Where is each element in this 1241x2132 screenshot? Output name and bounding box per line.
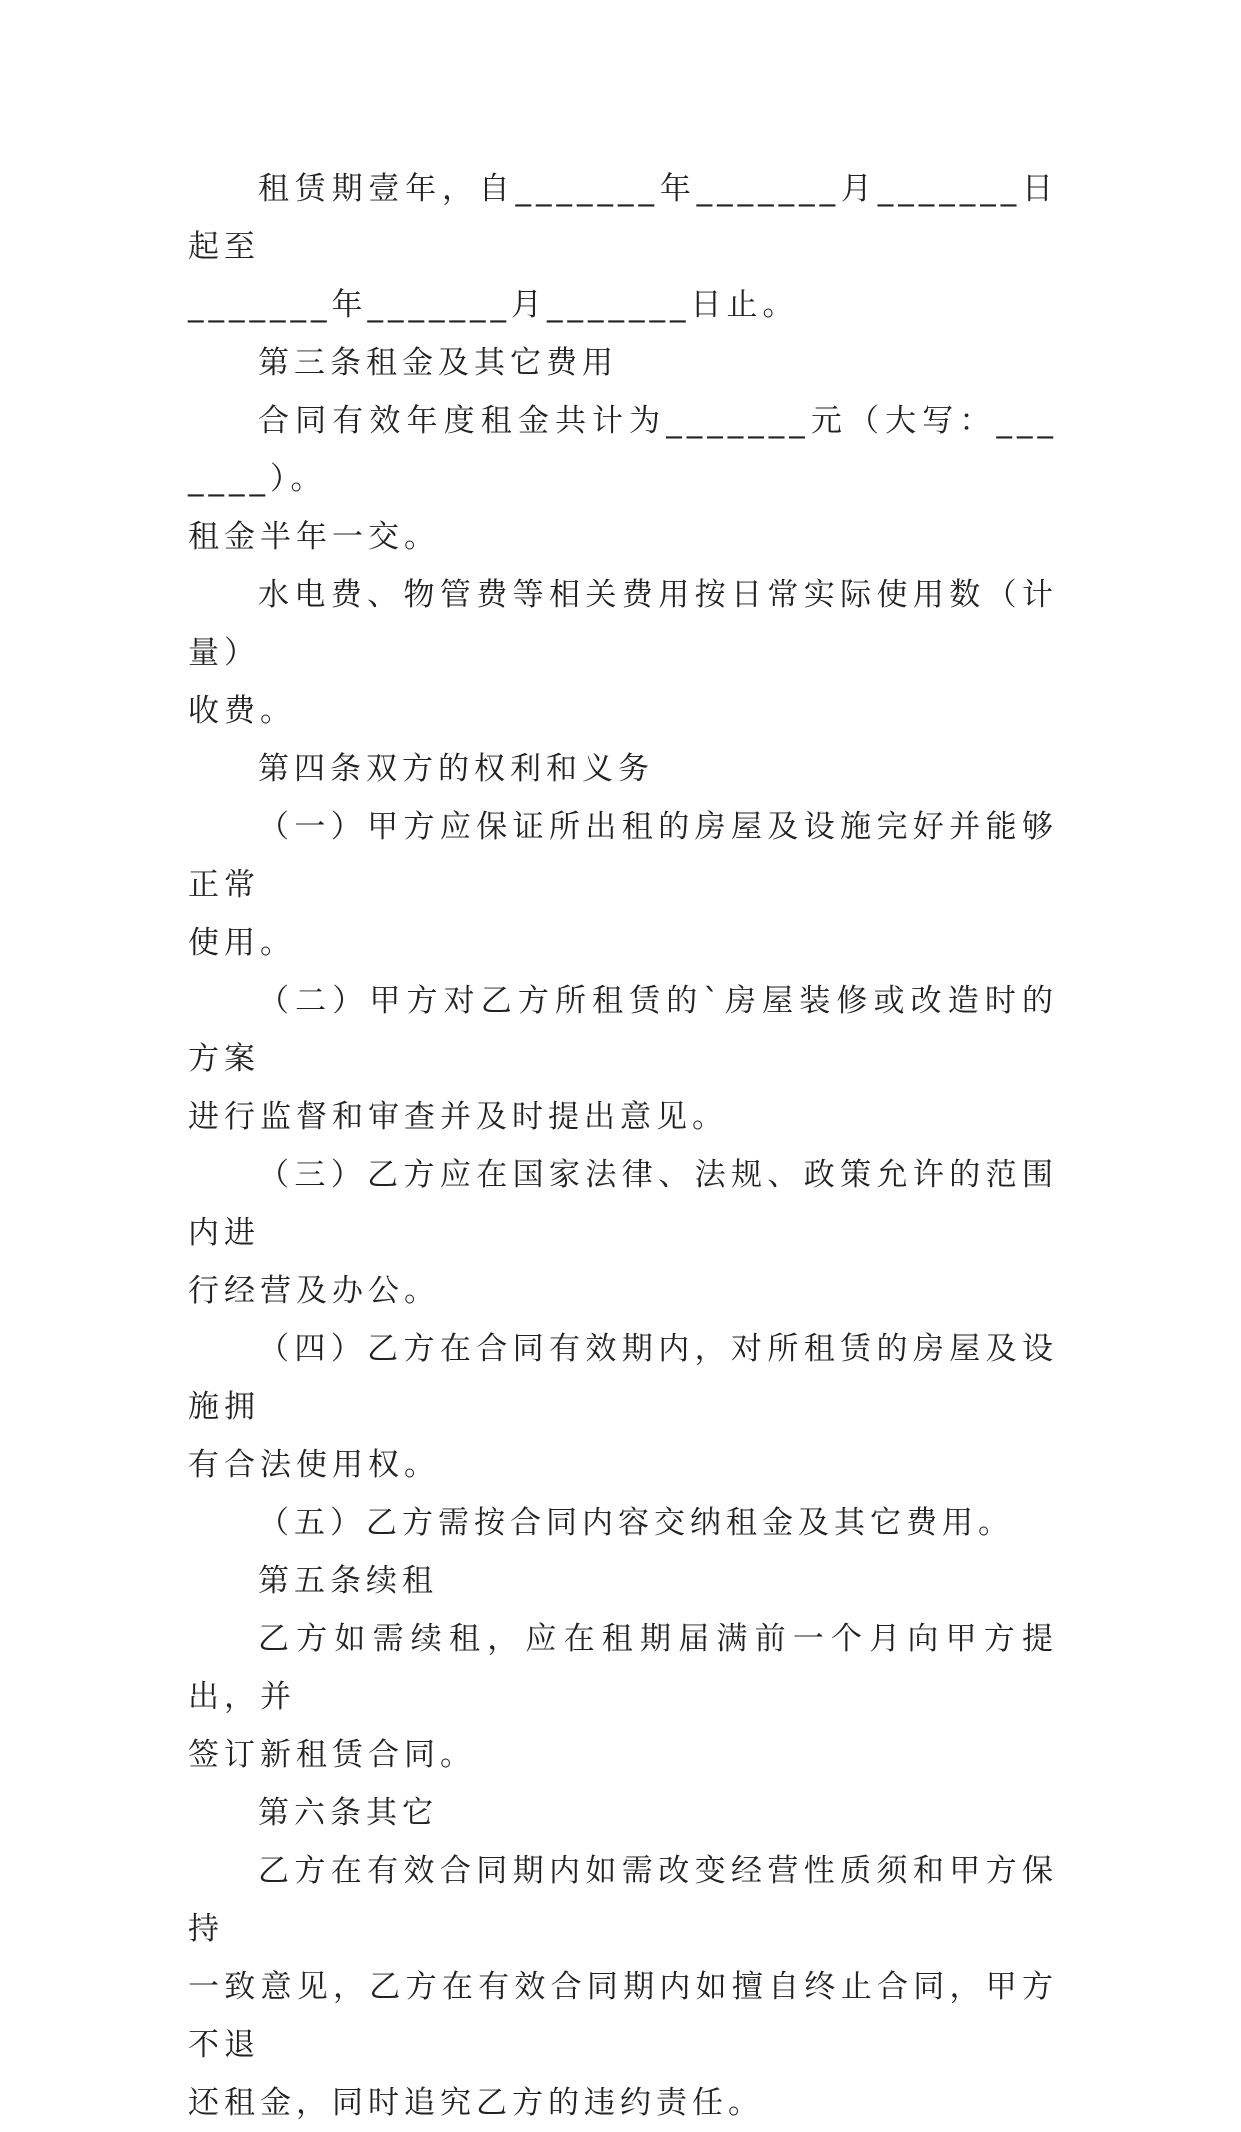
text-line: 水电费、物管费等相关费用按日常实际使用数（计量） bbox=[188, 577, 1058, 671]
article-six-heading bbox=[188, 1784, 1058, 1842]
text-line: 租赁期壹年，自_______年_______月_______日起至 bbox=[188, 171, 1058, 265]
article-four-heading bbox=[188, 740, 1058, 798]
text-line: _______年_______月_______日止。 bbox=[188, 287, 799, 323]
text-line: 合同有效年度租金共计为_______元（大写：_______）。 bbox=[188, 403, 1058, 497]
text-line: 使用。 bbox=[188, 925, 296, 961]
text-line: 收费。 bbox=[188, 693, 296, 729]
article-five-heading bbox=[188, 1552, 1058, 1610]
duty-three-paragraph bbox=[188, 1146, 1058, 1320]
text-line: 乙方如需续租，应在租期届满前一个月向甲方提出，并 bbox=[188, 1621, 1058, 1715]
text-line: 签订新租赁合同。 bbox=[188, 1737, 476, 1773]
duty-two-paragraph bbox=[188, 972, 1058, 1146]
text-line: （二）甲方对乙方所租赁的`房屋装修或改造时的方案 bbox=[188, 983, 1058, 1077]
heading-line: 第六条其它 bbox=[258, 1795, 438, 1831]
heading-line: 第四条双方的权利和义务 bbox=[258, 751, 654, 787]
text-line: 一致意见，乙方在有效合同期内如擅自终止合同，甲方不退 bbox=[188, 1969, 1058, 2063]
text-line: 乙方在有效合同期内如需改变经营性质须和甲方保持 bbox=[188, 1853, 1058, 1947]
heading-line: 第五条续租 bbox=[258, 1563, 438, 1599]
other-paragraph bbox=[188, 1842, 1058, 2132]
rent-total-paragraph bbox=[188, 392, 1058, 566]
text-line: （三）乙方应在国家法律、法规、政策允许的范围内进 bbox=[188, 1157, 1058, 1251]
text-line: 有合法使用权。 bbox=[188, 1447, 440, 1483]
text-line: 租金半年一交。 bbox=[188, 519, 440, 555]
document-body bbox=[188, 160, 1058, 2132]
article-three-heading bbox=[188, 334, 1058, 392]
text-line: 进行监督和审查并及时提出意见。 bbox=[188, 1099, 728, 1135]
utilities-paragraph bbox=[188, 566, 1058, 740]
duty-four-paragraph bbox=[188, 1320, 1058, 1494]
text-line: 行经营及办公。 bbox=[188, 1273, 440, 1309]
text-line: （四）乙方在合同有效期内，对所租赁的房屋及设施拥 bbox=[188, 1331, 1058, 1425]
heading-line: 第三条租金及其它费用 bbox=[258, 345, 618, 381]
text-line: 还租金，同时追究乙方的违约责任。 bbox=[188, 2085, 764, 2121]
renewal-paragraph bbox=[188, 1610, 1058, 1784]
duty-five-paragraph bbox=[188, 1494, 1058, 1552]
lease-term-paragraph bbox=[188, 160, 1058, 334]
duty-one-paragraph bbox=[188, 798, 1058, 972]
text-line: （一）甲方应保证所出租的房屋及设施完好并能够正常 bbox=[188, 809, 1058, 903]
text-line: （五）乙方需按合同内容交纳租金及其它费用。 bbox=[258, 1505, 1014, 1541]
